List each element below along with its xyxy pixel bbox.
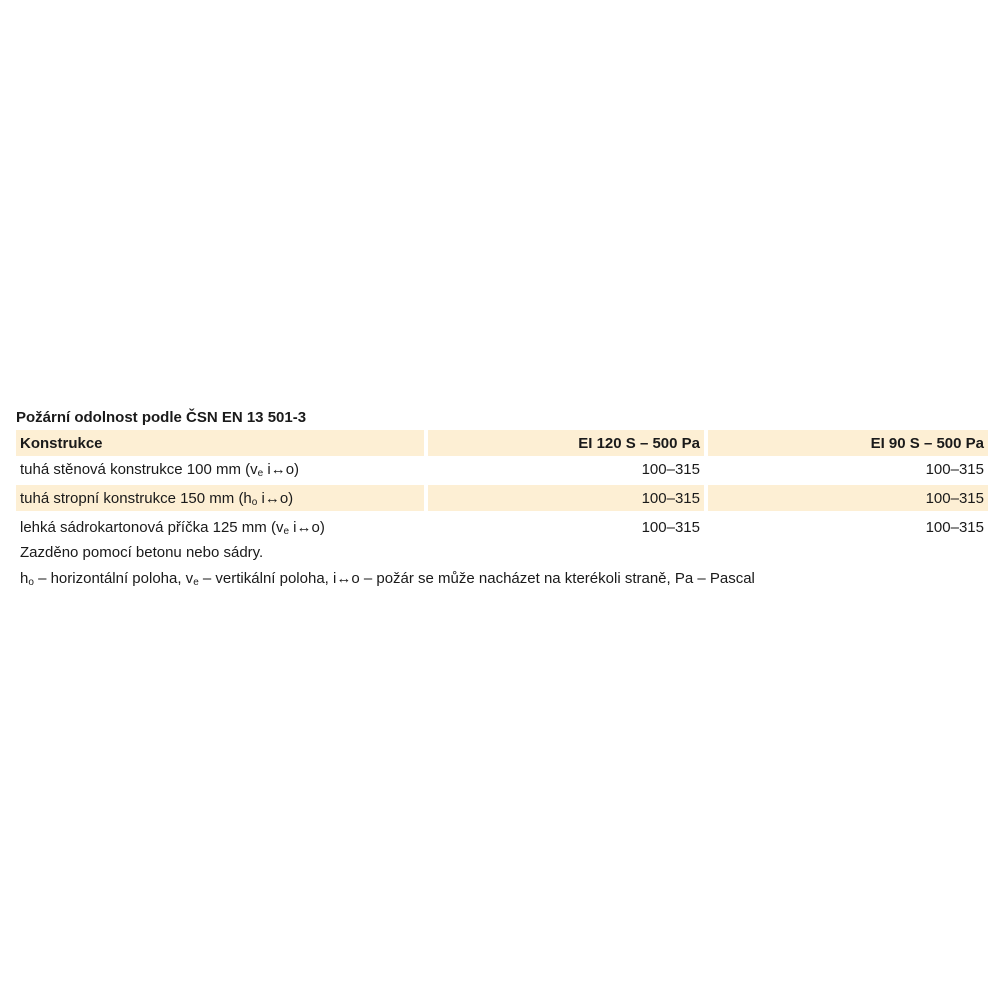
legend-rest: – vertikální poloha, i↔o – požár se může nacházet na kterékoli straně, Pa – Pascal xyxy=(198,570,755,587)
table-header-row xyxy=(16,430,988,456)
row-ei90-value: 100–315 xyxy=(925,460,984,478)
row-ei120-value: 100–315 xyxy=(428,482,708,511)
table-row xyxy=(16,482,988,511)
header-ei120: EI 120 S – 500 Pa xyxy=(428,430,708,456)
footnote-legend xyxy=(16,566,988,592)
header-ei90: EI 90 S – 500 Pa xyxy=(708,430,988,456)
table-row xyxy=(16,456,988,482)
legend-h: h xyxy=(20,570,29,587)
row-ei120-value: 100–315 xyxy=(428,456,708,482)
row-label: lehká sádrokartonová příčka 125 mm (v xyxy=(20,518,284,536)
row-label-suffix: i↔o) xyxy=(289,518,325,536)
fire-resistance-section xyxy=(16,406,988,592)
header-konstrukce: Konstrukce xyxy=(16,430,428,456)
row-construction-cell xyxy=(16,482,428,511)
row-ei120-value: 100–315 xyxy=(428,511,708,540)
row-ei90-value: 100–315 xyxy=(708,511,988,540)
legend-h-subscript: o xyxy=(28,577,34,588)
section-title: Požární odolnost podle ČSN EN 13 501-3 xyxy=(16,409,307,426)
legend-h-text: – horizontální poloha, v xyxy=(33,570,194,587)
row-label: tuhá stropní konstrukce 150 mm (h xyxy=(20,489,252,507)
fire-resistance-table xyxy=(16,430,988,540)
row-construction-cell xyxy=(16,511,428,540)
row-label-subscript: o xyxy=(251,496,258,508)
row-label-suffix: i↔o) xyxy=(263,460,300,478)
row-label-suffix: i↔o) xyxy=(257,489,294,507)
row-ei90-value: 100–315 xyxy=(708,482,988,511)
table-row xyxy=(16,511,988,540)
row-label-subscript: e xyxy=(283,525,290,537)
legend-v-subscript: e xyxy=(193,577,199,588)
row-label: tuhá stěnová konstrukce 100 mm (v xyxy=(20,460,258,478)
footnote-mounting: Zazděno pomocí betonu nebo sádry. xyxy=(20,544,264,561)
row-construction-cell xyxy=(16,456,428,482)
row-label-subscript: e xyxy=(257,467,264,479)
